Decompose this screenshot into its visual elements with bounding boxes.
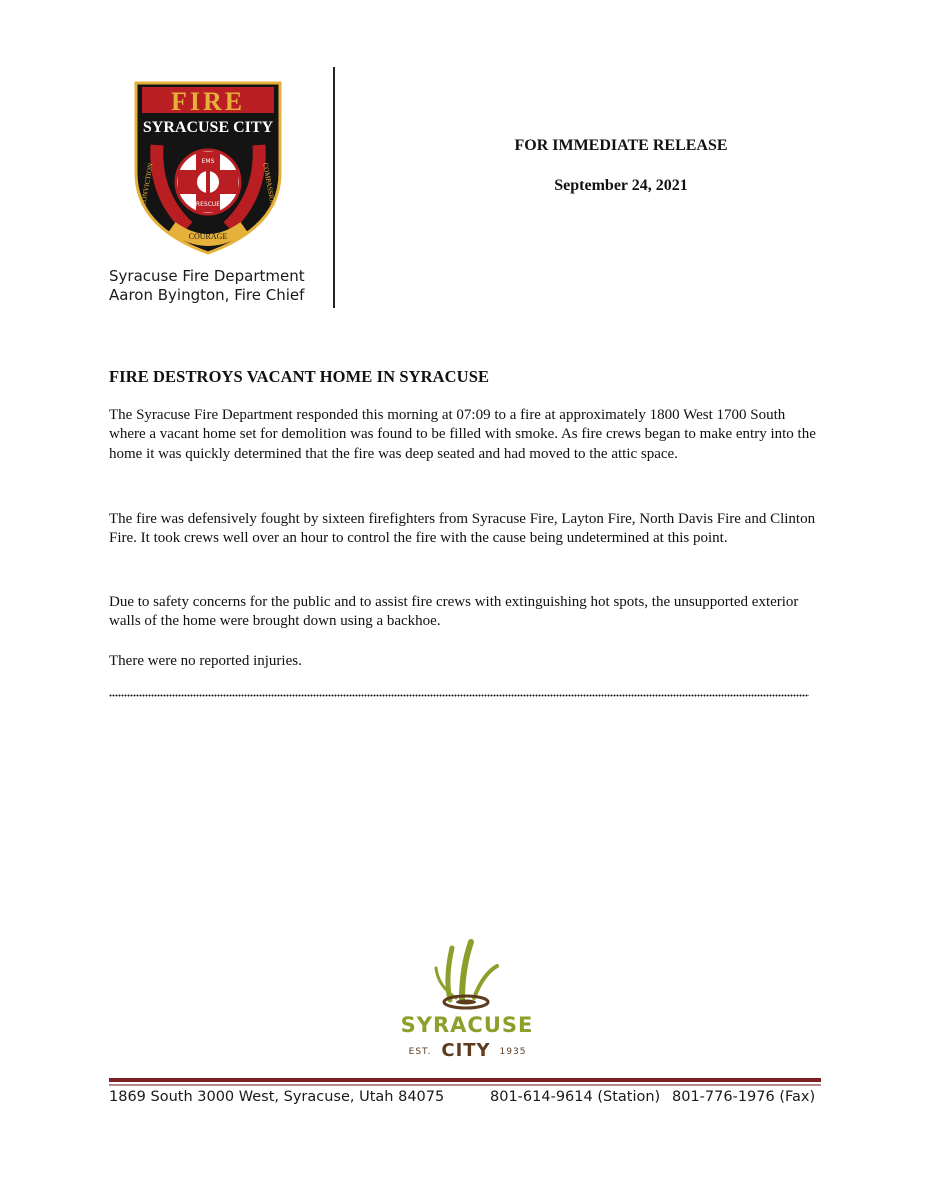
syracuse-city-logo [398, 938, 536, 1064]
badge-est-text: EST. 1965 [195, 216, 221, 222]
badge-courage-text: COURAGE [188, 232, 228, 241]
badge-conviction-text: CONVICTION [139, 162, 155, 207]
footer-fax: 801-776-1976 (Fax) [672, 1089, 816, 1105]
badge-ems-text: EMS [201, 158, 215, 165]
article-paragraph: Due to safety concerns for the public and to assist fire crews with extinguishing hot spots, the unsupported exterior walls of the home were brought down using a backhoe. [109, 594, 799, 630]
logo-syracuse-text: SYRACUSE [400, 1013, 534, 1037]
article-paragraph: The Syracuse Fire Department responded this morning at 07:09 to a fire at approximately 1800 West 1700 South where a vacant home set for demolition was found to be filled with smoke. As fire crews began to make entry into the home it was quickly determined that the fire was deep seated and had moved to the attic space. [109, 407, 816, 462]
department-name: Syracuse Fire Department [109, 267, 305, 285]
release-date: September 24, 2021 [554, 177, 688, 194]
footer-rule-thin [109, 1084, 821, 1086]
logo-year-text: 1935 [499, 1047, 527, 1057]
footer-rule [109, 1078, 821, 1082]
dotted-separator [109, 694, 809, 697]
badge-fire-text: FIRE [170, 87, 246, 116]
footer-station-phone: 801-614-9614 (Station) [490, 1089, 661, 1105]
article-paragraph: The fire was defensively fought by sixteen firefighters from Syracuse Fire, Layton Fire, North Davis Fire and Clinton Fire. It took crews well over an hour to control the fire with the cause being undetermined at this point. [109, 511, 816, 547]
logo-est-text: EST. [408, 1047, 432, 1057]
badge-rescue-text: RESCUE [195, 201, 221, 208]
fire-department-badge-logo [132, 77, 284, 255]
logo-city-text: CITY [441, 1040, 491, 1061]
badge-compassion-text: COMPASSION [261, 162, 277, 208]
article-paragraph: There were no reported injuries. [109, 653, 302, 669]
release-label: FOR IMMEDIATE RELEASE [514, 137, 728, 154]
footer-address: 1869 South 3000 West, Syracuse, Utah 84075 [109, 1089, 445, 1105]
department-info [109, 267, 305, 305]
article-headline: FIRE DESTROYS VACANT HOME IN SYRACUSE [109, 367, 490, 386]
badge-city-text: SYRACUSE CITY [142, 119, 274, 136]
fire-chief-name: Aaron Byington, Fire Chief [109, 286, 305, 304]
header-divider [333, 67, 335, 308]
